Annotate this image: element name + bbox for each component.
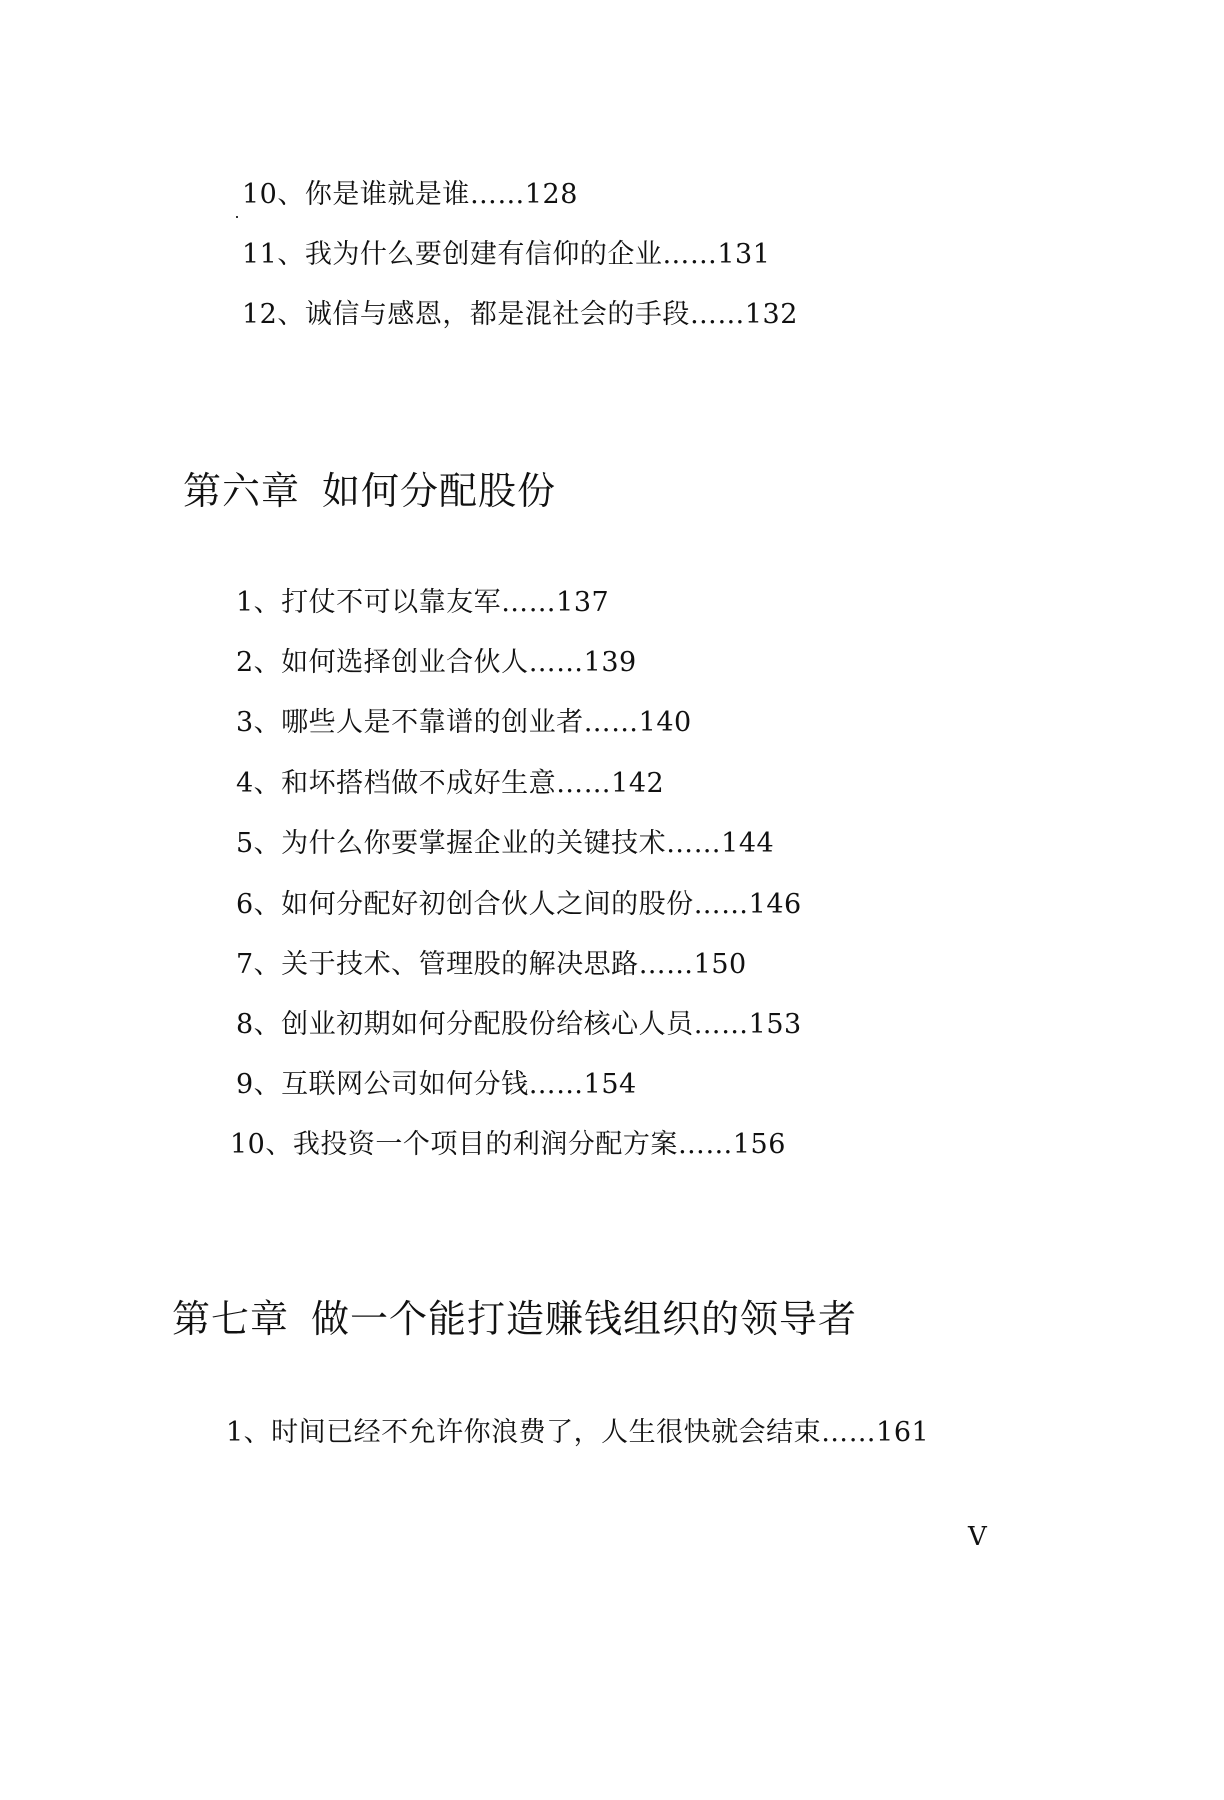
chapter-title: 做一个能打造赚钱组织的领导者 <box>311 1297 858 1341</box>
toc-entry: 7、关于技术、管理股的解决思路……150 <box>236 949 747 980</box>
chapter-title: 如何分配股份 <box>322 469 557 513</box>
toc-entry: 6、如何分配好初创合伙人之间的股份……146 <box>236 889 802 920</box>
toc-entry: 12、诚信与感恩，都是混社会的手段……132 <box>242 299 798 330</box>
chapter-heading <box>172 1296 857 1342</box>
toc-entry: 9、互联网公司如何分钱……154 <box>236 1069 637 1100</box>
chapter-heading <box>183 468 556 514</box>
scan-speck <box>236 216 238 218</box>
toc-entry: 2、如何选择创业合伙人……139 <box>236 647 637 678</box>
toc-entry: 3、哪些人是不靠谱的创业者……140 <box>236 707 692 738</box>
toc-entry: 1、打仗不可以靠友军……137 <box>236 587 610 618</box>
chapter-number: 第六章 <box>183 469 301 513</box>
toc-entry: 5、为什么你要掌握企业的关键技术……144 <box>236 828 775 859</box>
toc-entry: 1、时间已经不允许你浪费了，人生很快就会结束……161 <box>226 1417 930 1448</box>
toc-entry: 11、我为什么要创建有信仰的企业……131 <box>242 239 771 270</box>
chapter-number: 第七章 <box>172 1297 290 1341</box>
toc-entry: 4、和坏搭档做不成好生意……142 <box>236 768 665 799</box>
toc-entry: 10、你是谁就是谁……128 <box>242 179 578 210</box>
page-number: V <box>968 1522 987 1552</box>
toc-entry: 10、我投资一个项目的利润分配方案……156 <box>230 1129 786 1160</box>
toc-entry: 8、创业初期如何分配股份给核心人员……153 <box>236 1009 802 1040</box>
